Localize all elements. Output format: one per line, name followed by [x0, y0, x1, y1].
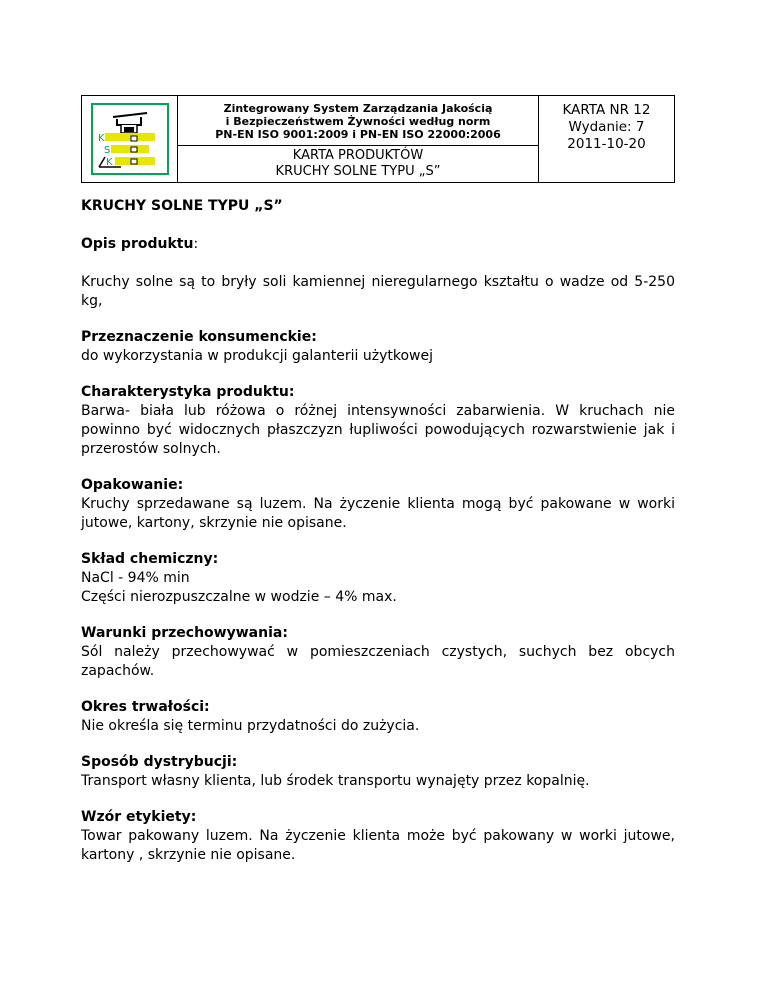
system-title — [178, 96, 538, 145]
section-4 — [81, 550, 675, 607]
system-title-cell — [178, 96, 539, 146]
card-number: KARTA NR 12 — [562, 102, 651, 118]
section-title: Skład chemiczny: — [81, 551, 219, 567]
section-title: Opakowanie: — [81, 477, 184, 493]
section-text: Sól należy przechowywać w pomieszczeniach czystych, suchych bez obcych zapachów. — [81, 644, 675, 679]
section-title: Wzór etykiety: — [81, 809, 197, 825]
card-info-cell — [539, 96, 675, 183]
system-title-line-1: Zintegrowany System Zarządzania Jakością — [223, 102, 493, 115]
description-title-line — [81, 235, 675, 254]
section-text: do wykorzystania w produkcji galanterii użytkowej — [81, 348, 433, 364]
document-body — [81, 197, 675, 882]
description-text: Kruchy solne są to bryły soli kamiennej nieregularnego kształtu o wadze od 5-250 kg, — [81, 274, 675, 309]
section-text: Nie określa się terminu przydatności do zużycia. — [81, 718, 420, 734]
section-text: Towar pakowany luzem. Na życzenie klienta może być pakowany w worki jutowe, kartony , skrzynie nie opisane. — [81, 828, 675, 863]
section-text: Transport własny klienta, lub środek transportu wynajęty przez kopalnię. — [81, 773, 590, 789]
logo-letter-s: S — [103, 145, 110, 156]
sections-list — [81, 328, 675, 865]
section-title: Sposób dystrybucji: — [81, 754, 238, 770]
product-title-cell — [178, 146, 539, 183]
section-6 — [81, 698, 675, 736]
section-7 — [81, 753, 675, 791]
system-title-line-3: PN-EN ISO 9001:2009 i PN-EN ISO 22000:2006 — [215, 128, 501, 141]
section-text: Barwa- biała lub różowa o różnej intensywności zabarwienia. W kruchach nie powinno być widocznych płaszczyzn łupliwości powodujących rozwarstwienie jak i przerostów solnych. — [81, 403, 675, 457]
company-logo — [91, 103, 169, 175]
section-title: Charakterystyka produktu: — [81, 384, 295, 400]
section-5 — [81, 624, 675, 681]
section-description — [81, 235, 675, 311]
product-name: KRUCHY SOLNE TYPU „S” — [275, 164, 441, 179]
section-text: Kruchy sprzedawane są luzem. Na życzenie klienta mogą być pakowane w worki jutowe, kartony, skrzynie nie opisane. — [81, 496, 675, 531]
system-title-line-2: i Bezpieczeństwem Żywności według norm — [225, 115, 491, 128]
section-1 — [81, 328, 675, 366]
salt-mine-logo-icon — [91, 103, 169, 175]
description-colon: : — [193, 236, 199, 252]
section-title: Warunki przechowywania: — [81, 625, 288, 641]
section-2 — [81, 383, 675, 459]
section-3 — [81, 476, 675, 533]
section-title: Przeznaczenie konsumenckie: — [81, 329, 317, 345]
edition: Wydanie: 7 — [568, 119, 645, 135]
document-header-table — [81, 95, 675, 183]
document-heading: KRUCHY SOLNE TYPU „S” — [81, 198, 283, 214]
logo-cell — [82, 96, 178, 183]
section-8 — [81, 808, 675, 865]
product-card-label: KARTA PRODUKTÓW — [292, 148, 424, 163]
description-title: Opis produktu — [81, 236, 194, 252]
section-title: Okres trwałości: — [81, 699, 210, 715]
issue-date: 2011-10-20 — [567, 136, 646, 152]
logo-letter-k2: K — [105, 157, 113, 168]
section-text: NaCl - 94% min — [81, 570, 190, 586]
section-text: Części nierozpuszczalne w wodzie – 4% max. — [81, 589, 397, 605]
logo-letter-k1: K — [97, 133, 105, 144]
